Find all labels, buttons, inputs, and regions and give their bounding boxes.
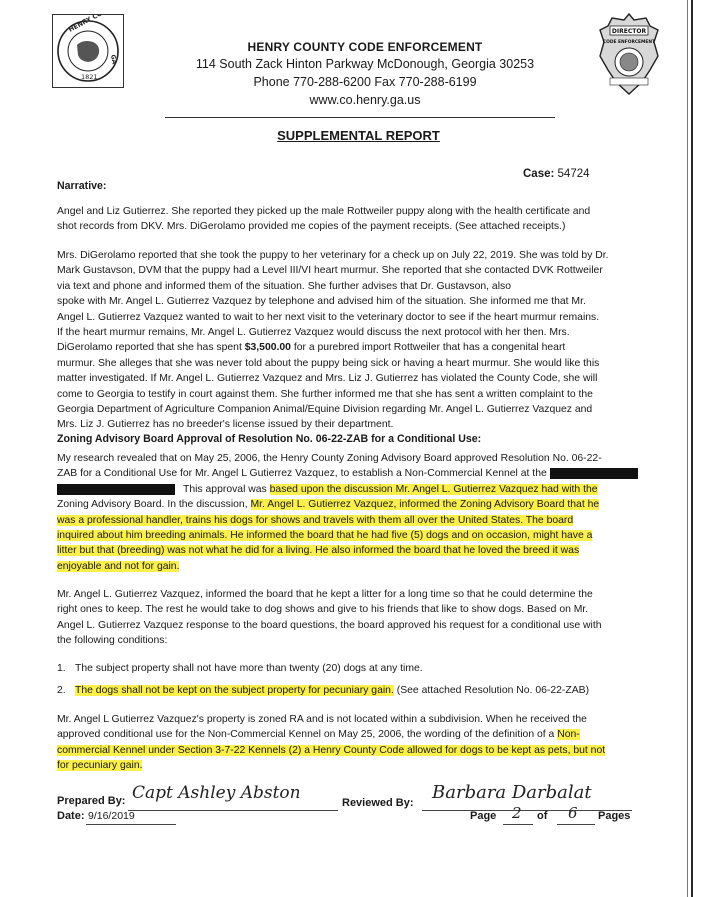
text-span: This approval was [183,483,270,495]
text-line: via text and phone and informed them of the situation. She further advises that Dr. Gustavson, also [57,280,511,292]
page-number: 2 [512,804,522,822]
page-number-underline [503,824,533,825]
text-line: Mark Gustavson, DVM that the puppy had a Level III/VI heart murmur. She reported that she contacted DVK Rottweiler [57,265,603,277]
text-line [57,559,657,574]
agency-title: HENRY COUNTY CODE ENFORCEMENT [247,40,483,54]
list-number: 1. [57,663,66,674]
text-line: Georgia Department of Agriculture Companion Animal/Equine Division regarding Mr. Angel L. Gutierrez Vazquez and [57,404,593,416]
text-line: Mr. Angel L Gutierrez Vazquez's property is zoned RA and is not located within a subdivision. When he received the [57,714,587,725]
case-number-value: 54724 [557,168,590,180]
text-span: Zoning Advisory Board. In the discussion, [57,499,251,511]
condition-item-2 [57,683,657,698]
reviewed-by-label: Reviewed By: [342,797,414,809]
county-seal-logo [52,14,124,88]
text-line: Mrs. Liz J. Gutierrez has no breeder's license issued by their department. [57,419,394,431]
text-line: matter investigated. If Mr. Angel L. Gutierrez Vazquez and Mrs. Liz J. Gutierrez has violated the County Code, she will [57,373,598,385]
date-label: Date: [57,810,85,822]
text-span: approved conditional use for the Non-Commercial Kennel on May 25, 2006, the wording of the definition of a [57,729,558,741]
zoned-paragraph [57,712,657,774]
text-span: for a purebred import Rottweiler that has a congenital heart [290,342,566,354]
text-line: murmur. She alleges that she was never told about the puppy being sick or having a heart murmur. She would like this [57,357,600,369]
signature-line [128,810,338,811]
highlighted-text: Mr. Angel L. Gutierrez Vazquez, informed the Zoning Advisory Board that he [250,499,600,511]
text-line: Mrs. DiGerolamo reported that she took the puppy to her veterinary for a check up on July 22, 2019. She was told by Dr. [57,250,609,261]
text-line [57,528,657,543]
report-title: SUPPLEMENTAL REPORT [277,128,440,143]
code-enforcement-badge-logo [598,12,660,96]
prepared-by-label: Prepared By: [57,795,126,807]
badge-text-mid: CODE ENFORCEMENT [602,40,656,45]
zoning-paragraph [57,451,657,574]
text-line: right ones to keep. The rest he would take to dog shows and give to his friends that like to show dogs. Based on Mr. [57,604,589,616]
case-number [523,168,590,180]
header-divider [165,117,555,118]
text-line [57,340,657,355]
text-line: If the heart murmur remains, Mr. Angel L. Gutierrez Vazquez would discuss the next protocol with her then. Mrs. [57,327,570,339]
condition-item-1 [57,661,657,676]
seal-year: 1821 [81,73,98,81]
case-label: Case: [523,168,555,180]
highlighted-text: inquired about him breeding animals. He informed the board that he had five (5) dogs and on occasion, might have a [57,530,593,542]
text-line: Mr. Angel L. Gutierrez Vazquez, informed the board that he kept a litter for a long time so that he could determine the [57,589,593,600]
badge-text-top: DIRECTOR [611,28,647,35]
agency-phone: Phone 770-288-6200 Fax 770-288-6199 [253,75,477,89]
pages-label: Pages [598,810,631,822]
page-label: Page [470,810,497,822]
of-label: of [537,810,548,822]
highlighted-text: based upon the discussion Mr. Angel L. Gutierrez Vazquez had with the [269,483,598,495]
seal-text-side: GA [109,54,118,65]
list-number: 2. [57,685,66,696]
text-line: My research revealed that on May 25, 2006, the Henry County Zoning Advisory Board approved Resolution No. 06-22- [57,453,602,464]
prepared-by-signature: Capt Ashley Abston [132,783,301,803]
agency-website: www.co.henry.ga.us [309,93,421,107]
text-line [57,758,657,773]
text-line: Angel L. Gutierrez Vazquez wanted to wait to her next visit to the veterinary doctor to see if the heart murmur remains. [57,311,600,323]
redaction-bar [550,468,638,479]
highlighted-text: commercial Kennel under Section 3-7-22 Kennels (2) a Henry County Code allowed for dogs to be kept as pets, but not [57,744,606,756]
text-span: ZAB for a Conditional Use for Mr. Angel L Gutierrez Vazquez, to establish a Non-Commercial Kennel at the [57,468,547,480]
seal-text-top: HENRY COUNTY [67,15,122,34]
conditions-paragraph [57,587,657,649]
highlighted-text: for pecuniary gain. [57,760,143,772]
date-value: 9/16/2019 [88,810,135,822]
text-line [57,497,657,512]
page-total-underline [557,824,595,825]
redaction-bar [57,484,175,495]
text-line [57,743,657,758]
text-line [57,543,657,558]
date-underline [86,824,176,825]
text-line [57,513,657,528]
narrative-paragraph-2 [57,248,657,433]
text-line [57,466,657,481]
zoning-heading: Zoning Advisory Board Approval of Resolution No. 06-22-ZAB for a Conditional Use: [57,433,482,445]
highlighted-text: Non- [557,729,580,741]
page-total: 6 [568,804,578,822]
condition-text: (See attached Resolution No. 06-22-ZAB) [393,685,590,696]
highlighted-text: litter but that (breeding) was not what he did for a living. He also informed the board that he loved the breed it was [57,545,580,557]
highlighted-text: The dogs shall not be kept on the subject property for pecuniary gain. [75,685,394,696]
text-line [57,727,657,742]
text-line: the following conditions: [57,635,168,647]
text-line: Angel and Liz Gutierrez. She reported they picked up the male Rottweiler puppy along with the health certificate and [57,206,591,217]
text-line: Angel L. Gutierrez Vazquez response to the board questions, the board approved his request for a conditional use with [57,619,602,631]
text-line: shot records from DKV. Mrs. DiGerolamo provided me copies of the payment receipts. (See attached receipts.) [57,221,566,233]
narrative-heading: Narrative: [57,180,107,192]
text-line: come to Georgia to testify in court against them. She further informed me that she has sent a written complaint to the [57,388,593,400]
text-line: spoke with Mr. Angel L. Gutierrez Vazquez by telephone and advised him of the situation. She informed me that Mr. [57,296,586,308]
amount-spent: $3,500.00 [244,342,291,354]
text-span: DiGerolamo reported that she has spent [57,342,245,354]
highlighted-text: enjoyable and not for gain. [57,560,180,572]
agency-address: 114 South Zack Hinton Parkway McDonough, Georgia 30253 [195,57,535,71]
reviewed-by-signature: Barbara Darbalat [432,782,592,803]
narrative-paragraph-1 [57,204,657,235]
text-line [57,482,657,497]
highlighted-text: was a professional handler, trains his dogs for shows and travels with them all over the United States. The board [57,514,574,526]
condition-text: The subject property shall not have more than twenty (20) dogs at any time. [75,663,423,674]
